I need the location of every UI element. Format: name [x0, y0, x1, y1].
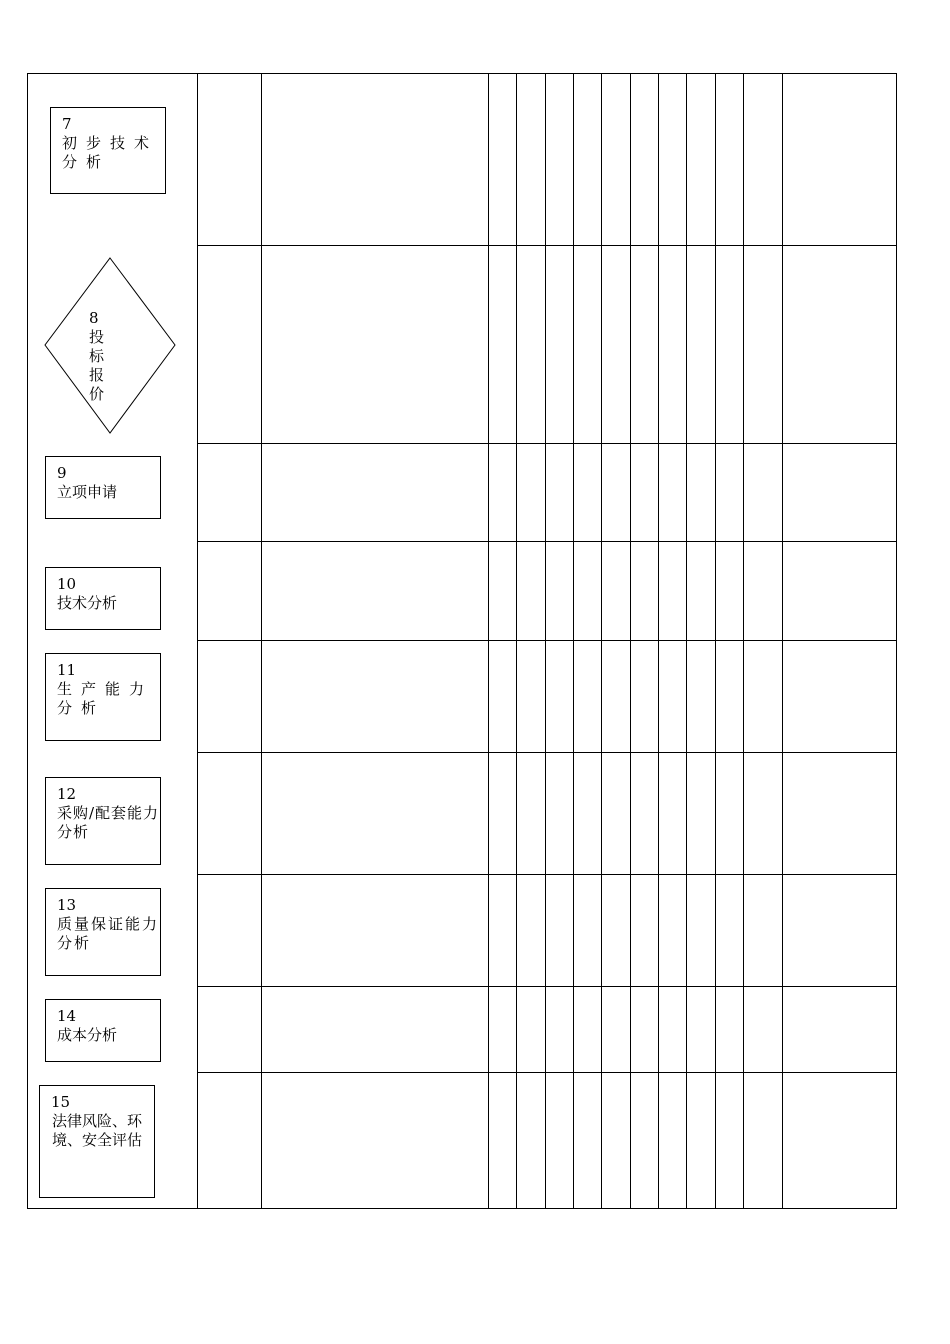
- step-15-box: [39, 1085, 155, 1198]
- decision-diamond: [44, 257, 176, 434]
- step-number: 8: [89, 309, 99, 327]
- row-divider: [197, 752, 896, 753]
- step-9-box: [45, 456, 161, 519]
- step-label: 技术分析: [57, 594, 118, 612]
- step-12-box: [45, 777, 161, 865]
- step-label: 法律风险、环境、安全评估: [51, 1112, 142, 1149]
- step-number: 7: [62, 115, 72, 133]
- step-label: 质量保证能力分析: [57, 915, 160, 952]
- row-divider: [197, 640, 896, 641]
- step-8-text: [89, 309, 105, 404]
- row-divider: [197, 986, 896, 987]
- step-number: 12: [57, 785, 77, 803]
- step-14-box: [45, 999, 161, 1062]
- step-number: 10: [57, 575, 77, 593]
- step-number: 14: [57, 1007, 77, 1025]
- step-number: 9: [57, 464, 67, 482]
- step-label: 初步技术分析: [62, 134, 159, 171]
- step-label: 生产能力分析: [57, 680, 154, 717]
- step-label: 投标报价: [89, 328, 105, 403]
- step-13-box: [45, 888, 161, 976]
- step-number: 15: [51, 1093, 71, 1111]
- step-label: 采购/配套能力分析: [57, 804, 160, 841]
- step-number: 13: [57, 896, 77, 914]
- step-7-box: [50, 107, 166, 194]
- step-10-box: [45, 567, 161, 630]
- step-number: 11: [57, 661, 77, 679]
- row-divider: [197, 1072, 896, 1073]
- step-label: 成本分析: [57, 1026, 118, 1044]
- row-divider: [197, 245, 896, 246]
- row-divider: [197, 874, 896, 875]
- step-label: 立项申请: [57, 483, 118, 501]
- row-divider: [197, 443, 896, 444]
- row-divider: [197, 541, 896, 542]
- step-11-box: [45, 653, 161, 741]
